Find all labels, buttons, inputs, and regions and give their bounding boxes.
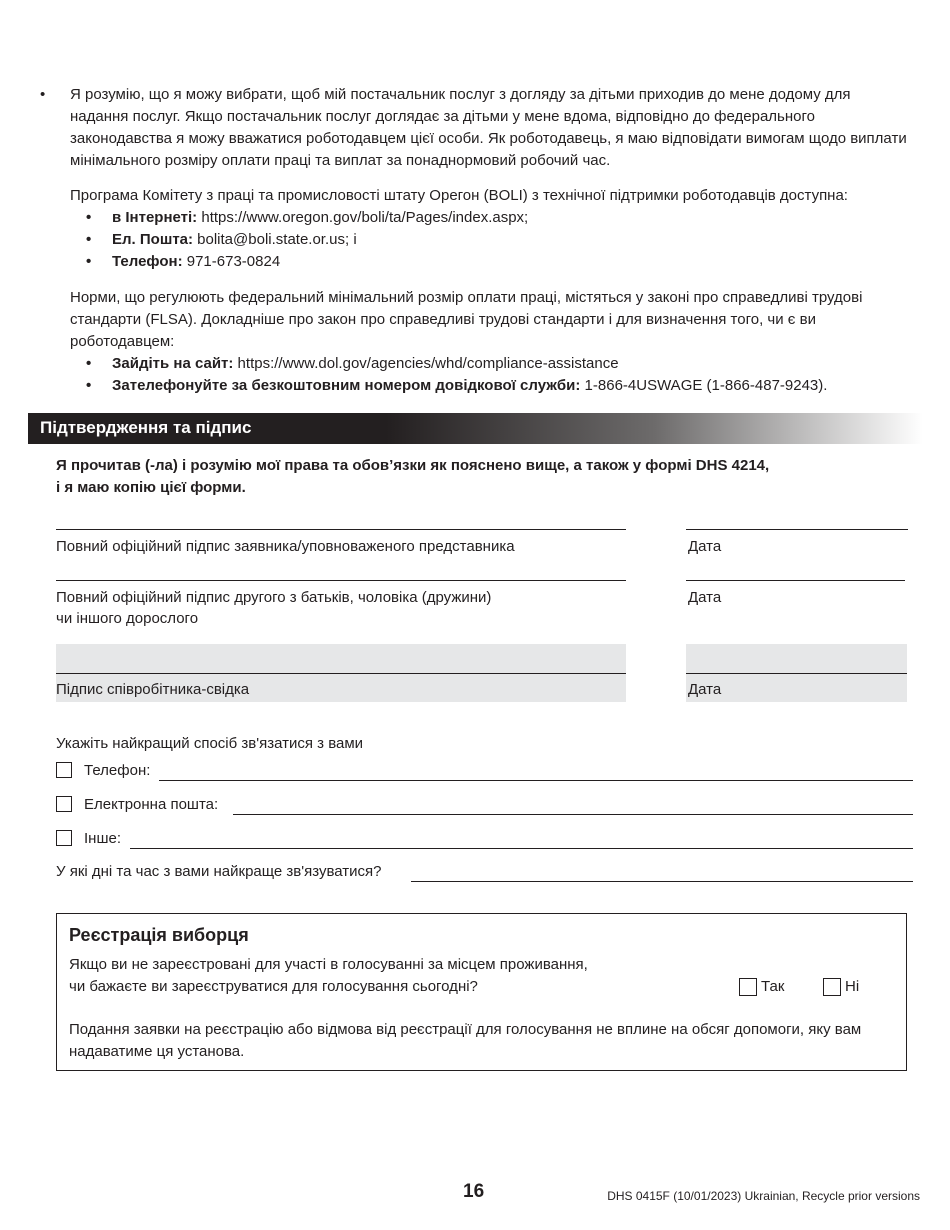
applicant-date-label: Дата (688, 538, 722, 555)
witness-date-line[interactable] (686, 673, 907, 674)
other-date-label: Дата (688, 589, 722, 606)
email-field[interactable] (233, 814, 913, 815)
boli-text: Програма Комітету з праці та промисловості штату Орегон (BOLI) з технічної підтримки роботодавців доступна: (70, 187, 848, 204)
email-label: Електронна пошта: (84, 796, 219, 813)
contact-phone-row (56, 760, 913, 782)
contact-other-row (56, 828, 913, 850)
yes-label: Так (761, 978, 785, 995)
voter-note: Подання заявки на реєстрацію або відмова від реєстрації для голосування не вплине на обсяг допомоги, яку вам надаватиме ця установа. (69, 1021, 862, 1060)
best-time-field[interactable] (411, 881, 913, 882)
other-date-line[interactable] (686, 580, 905, 581)
voter-registration-box (56, 913, 907, 1071)
best-time-label: У які дні та час з вами найкраще зв'язуватися? (56, 863, 382, 880)
contact-title: Укажіть найкращий спосіб зв'язатися з вами (56, 735, 364, 752)
contact-email-row (56, 794, 913, 816)
form-id: DHS 0415F (10/01/2023) Ukrainian, Recycle prior versions (607, 1189, 920, 1203)
flsa-site: • Зайдіть на сайт: https://www.dol.gov/agencies/whd/compliance-assistance (70, 353, 910, 375)
flsa-list (70, 353, 910, 397)
confirmation-statement: Я прочитав (-ла) і розумію мої права та обов’язки як пояснено вище, а також у формі DHS 4214, і я маю копію цієї форми. (56, 457, 770, 496)
other-signature-line[interactable] (56, 580, 626, 581)
flsa-text: Норми, що регулюють федеральний мінімальний розмір оплати праці, містяться у законі про справедливі трудові стандарти (FLSA). Докладніше про закон про справедливі трудові стандарти і для визначення того, чи є ви роботодавцем: (70, 289, 863, 350)
flsa-block (70, 287, 910, 397)
applicant-signature-label: Повний офіційний підпис заявника/уповноваженого представника (56, 538, 515, 555)
phone-field[interactable] (159, 780, 913, 781)
other-checkbox[interactable] (56, 830, 72, 846)
yes-checkbox[interactable] (739, 978, 757, 996)
applicant-date-line[interactable] (686, 529, 908, 530)
employer-notice: Я розумію, що я можу вибрати, щоб мій постачальник послуг з догляду за дітьми приходив до мене додому для надання послуг. Якщо постачальник послуг доглядає за дітьми у мене вдома, відповідно до федерального законодавства я можу вважатися роботодавцем цієї особи. Як роботодавець, я маю відповідати вимогам щодо виплати мінімального розміру оплати праці та виплат за понаднормовий робочий час. (70, 86, 907, 169)
section-title: Підтвердження та підпис (40, 418, 252, 437)
phone-label: Телефон: (84, 762, 151, 779)
witness-signature-label: Підпис співробітника-свідка (56, 681, 250, 698)
phone-checkbox[interactable] (56, 762, 72, 778)
email-checkbox[interactable] (56, 796, 72, 812)
voter-title: Реєстрація виборця (69, 925, 249, 945)
no-checkbox[interactable] (823, 978, 841, 996)
boli-web: • в Інтернеті: https://www.oregon.gov/boli/ta/Pages/index.aspx; (70, 207, 910, 229)
other-field[interactable] (130, 848, 913, 849)
boli-email: • Ел. Пошта: bolita@boli.state.or.us; і (70, 229, 910, 251)
voter-question: Якщо ви не зареєстровані для участі в голосуванні за місцем проживання, чи бажаєте ви зареєструватися для голосування сьогодні? (69, 956, 588, 995)
best-time-row (56, 861, 913, 883)
applicant-signature-line[interactable] (56, 529, 626, 530)
other-signature-label: Повний офіційний підпис другого з батьків, чоловіка (дружини) чи іншого дорослого (56, 589, 492, 627)
page-number: 16 (463, 1181, 485, 1202)
other-label: Інше: (84, 830, 121, 847)
witness-date-label: Дата (688, 681, 722, 698)
witness-signature-line[interactable] (56, 673, 626, 674)
bullet: • (40, 86, 46, 103)
boli-block (70, 185, 910, 273)
boli-phone: • Телефон: 971-673-0824 (70, 251, 910, 273)
section-header (28, 413, 923, 444)
flsa-hotline: • Зателефонуйте за безкоштовним номером довідкової служби: 1-866-4USWAGE (1-866-487-9243). (70, 375, 910, 397)
boli-list (70, 207, 910, 273)
no-label: Ні (845, 978, 860, 995)
